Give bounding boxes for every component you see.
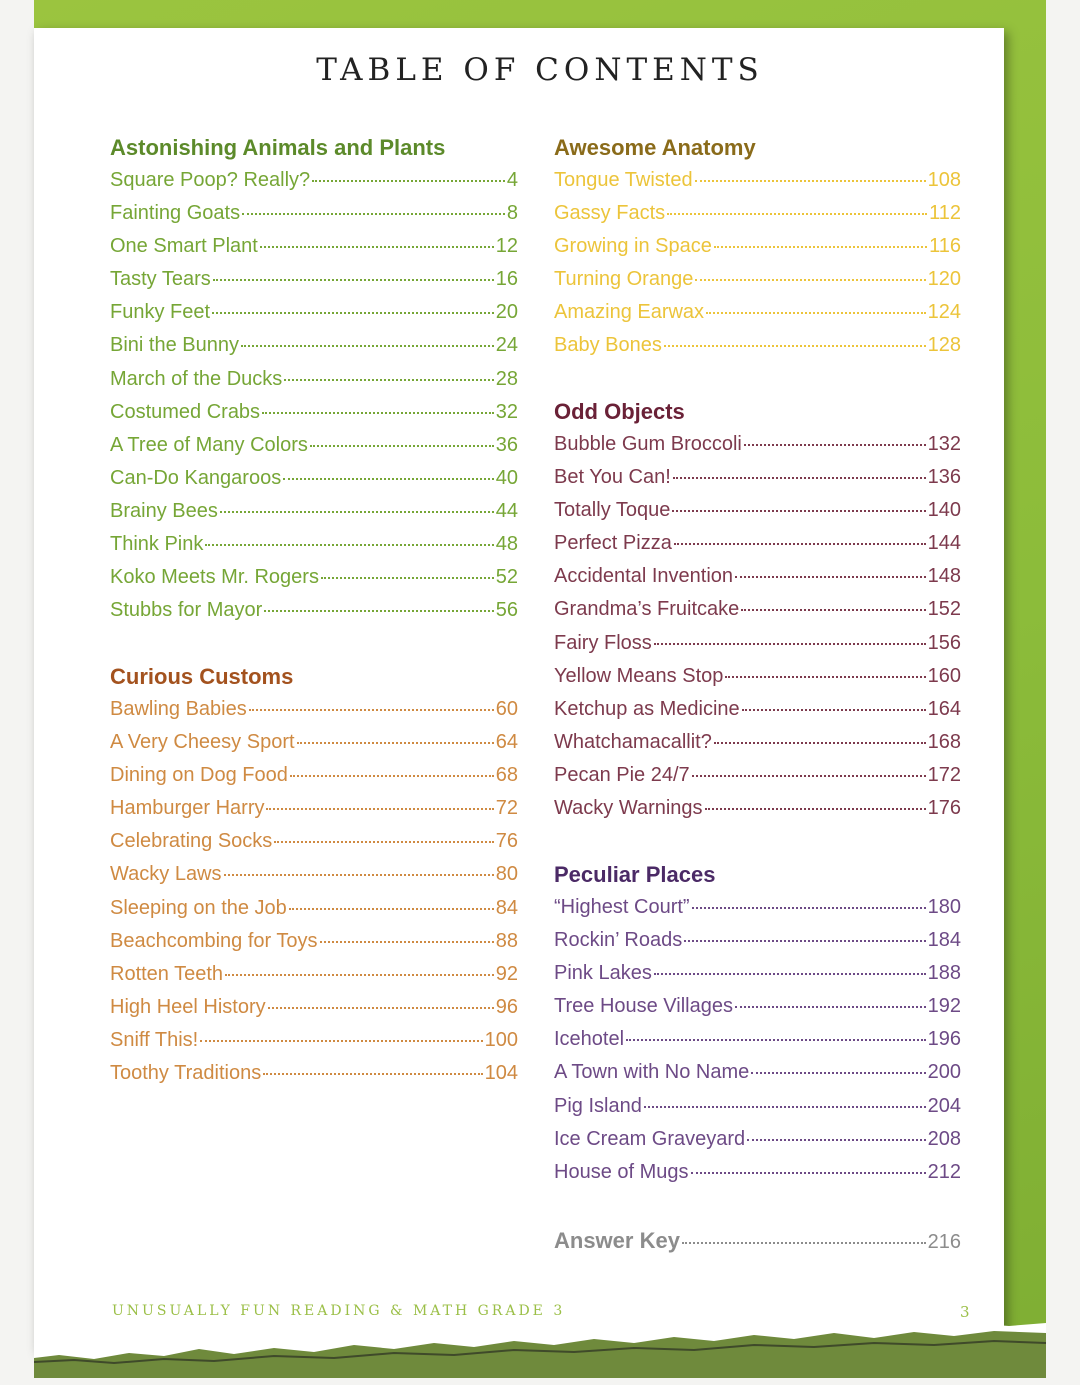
entry-title: Tree House Villages	[554, 995, 733, 1018]
toc-entry[interactable]	[554, 1123, 961, 1156]
dot-leader	[705, 808, 926, 810]
entry-title: Stubbs for Mayor	[110, 599, 263, 622]
entry-page-number: 52	[495, 566, 518, 589]
entry-page-number: 200	[927, 1061, 961, 1084]
toc-entry[interactable]	[110, 825, 518, 858]
dot-leader	[744, 444, 926, 446]
dot-leader	[747, 1139, 925, 1141]
entry-page-number: 24	[495, 334, 518, 357]
entry-page-number: 44	[495, 499, 518, 522]
dot-leader	[692, 775, 926, 777]
entry-list	[554, 891, 961, 1189]
toc-entry[interactable]	[110, 1024, 518, 1057]
dot-leader	[297, 742, 494, 744]
entry-title: Pink Lakes	[554, 962, 652, 985]
entry-title: One Smart Plant	[110, 235, 258, 258]
entry-title: Accidental Invention	[554, 565, 734, 588]
section-places	[554, 858, 961, 1189]
entry-title: Bawling Babies	[110, 698, 247, 720]
entry-title: Beachcombing for Toys	[110, 929, 318, 952]
entry-page-number: 40	[495, 466, 518, 489]
entry-title: A Town with No Name	[554, 1061, 750, 1084]
toc-entry[interactable]	[110, 561, 518, 594]
toc-entry[interactable]	[110, 693, 518, 726]
entry-title: Grandma’s Fruitcake	[554, 598, 740, 621]
toc-entry[interactable]	[110, 1057, 518, 1090]
entry-title: Fainting Goats	[110, 202, 241, 225]
entry-title: Ketchup as Medicine	[554, 697, 740, 720]
entry-title: Brainy Bees	[110, 499, 218, 522]
entry-page-number: 156	[927, 631, 961, 654]
entry-title: Amazing Earwax	[554, 301, 705, 324]
entry-title: March of the Ducks	[110, 367, 283, 390]
entry-list	[110, 164, 518, 627]
dot-leader	[725, 676, 925, 678]
entry-page-number: 120	[927, 268, 961, 291]
dot-leader	[751, 1072, 925, 1074]
toc-entry[interactable]	[554, 792, 961, 825]
section-title: Odd Objects	[554, 399, 685, 424]
toc-entry[interactable]	[110, 230, 518, 263]
entry-title: Tongue Twisted	[554, 169, 693, 191]
entry-title: Wacky Warnings	[554, 797, 703, 820]
toc-entry[interactable]	[554, 593, 961, 626]
entry-list	[554, 164, 961, 363]
section-anatomy	[554, 131, 961, 363]
entry-page-number: 92	[495, 962, 518, 985]
entry-page-number: 160	[927, 664, 961, 687]
toc-entry[interactable]	[554, 230, 961, 263]
entry-title: House of Mugs	[554, 1160, 689, 1183]
dot-leader	[241, 345, 494, 347]
dot-leader	[673, 477, 926, 479]
entry-page-number: 4	[506, 169, 518, 191]
section-title: Astonishing Animals and Plants	[110, 135, 446, 160]
dot-leader	[263, 1073, 482, 1075]
entry-list	[110, 693, 518, 1090]
entry-page-number: 136	[927, 466, 961, 489]
dot-leader	[312, 180, 505, 182]
entry-title: Square Poop? Really?	[110, 169, 311, 191]
entry-title: Ice Cream Graveyard	[554, 1127, 746, 1150]
entry-title: Baby Bones	[554, 334, 662, 357]
dot-leader	[672, 510, 925, 512]
dot-leader	[714, 742, 926, 744]
dot-leader	[284, 379, 493, 381]
entry-title: Bubble Gum Broccoli	[554, 433, 742, 455]
toc-entry[interactable]	[554, 329, 961, 362]
dot-leader	[205, 544, 493, 546]
toc-entry[interactable]	[110, 396, 518, 429]
entry-title: Sleeping on the Job	[110, 896, 287, 919]
section-animals	[110, 131, 518, 627]
dot-leader	[742, 709, 926, 711]
toc-entry[interactable]	[554, 263, 961, 296]
entry-page-number: 188	[927, 962, 961, 985]
entry-page-number: 60	[495, 698, 518, 720]
entry-title: Think Pink	[110, 533, 204, 556]
toc-entry[interactable]	[554, 197, 961, 230]
dot-leader	[266, 808, 493, 810]
entry-title: Growing in Space	[554, 235, 712, 258]
toc-entry[interactable]	[110, 164, 518, 197]
dot-leader	[654, 973, 926, 975]
entry-title: Wacky Laws	[110, 863, 222, 886]
entry-title: Celebrating Socks	[110, 830, 273, 853]
dot-leader	[695, 180, 926, 182]
entry-page-number: 124	[927, 301, 961, 324]
dot-leader	[264, 610, 493, 612]
entry-page-number: 140	[927, 499, 961, 522]
torn-paper-edge	[34, 1318, 1046, 1378]
entry-page-number: 132	[927, 433, 961, 455]
entry-page-number: 128	[927, 334, 961, 357]
section-title: Awesome Anatomy	[554, 135, 756, 160]
entry-page-number: 148	[927, 565, 961, 588]
toc-entry[interactable]	[110, 363, 518, 396]
toc-entry[interactable]	[554, 1023, 961, 1056]
dot-leader	[274, 841, 493, 843]
dot-leader	[213, 279, 494, 281]
toc-entry[interactable]	[554, 428, 961, 461]
toc-entry[interactable]	[110, 429, 518, 462]
entry-title: Costumed Crabs	[110, 400, 261, 423]
entry-page-number: 164	[927, 697, 961, 720]
entry-page-number: 196	[927, 1028, 961, 1051]
toc-entry[interactable]	[554, 164, 961, 197]
entry-page-number: 8	[506, 202, 518, 225]
entry-title: Pecan Pie 24/7	[554, 763, 690, 786]
entry-title: Rockin’ Roads	[554, 929, 683, 952]
toc-entry[interactable]	[554, 693, 961, 726]
entry-page-number: 80	[495, 863, 518, 886]
footer-page-number: 3	[960, 1303, 970, 1321]
entry-page-number: 16	[495, 268, 518, 291]
answer-key-page: 216	[927, 1231, 961, 1253]
entry-page-number: 12	[495, 235, 518, 258]
dot-leader	[714, 246, 927, 248]
toc-entry[interactable]	[554, 891, 961, 924]
entry-page-number: 100	[484, 1028, 518, 1051]
toc-entry[interactable]	[110, 759, 518, 792]
entry-page-number: 72	[495, 797, 518, 820]
entry-title: Funky Feet	[110, 301, 211, 324]
entry-title: Bini the Bunny	[110, 334, 239, 357]
section-objects	[554, 395, 961, 825]
dot-leader	[692, 907, 926, 909]
answer-key-title: Answer Key	[554, 1228, 680, 1253]
toc-entry[interactable]	[110, 594, 518, 627]
dot-leader	[321, 577, 494, 579]
entry-title: “Highest Court”	[554, 896, 690, 918]
entry-title: Rotten Teeth	[110, 962, 224, 985]
entry-page-number: 172	[927, 763, 961, 786]
entry-page-number: 208	[927, 1127, 961, 1150]
toc-entry[interactable]	[554, 759, 961, 792]
entry-page-number: 204	[927, 1094, 961, 1117]
toc-entry[interactable]	[110, 528, 518, 561]
dot-leader	[741, 609, 925, 611]
entry-page-number: 144	[927, 532, 961, 555]
toc-entry[interactable]	[554, 726, 961, 759]
toc-entry[interactable]	[554, 560, 961, 593]
entry-title: Totally Toque	[554, 499, 671, 522]
dot-leader	[664, 345, 926, 347]
entry-title: Icehotel	[554, 1028, 625, 1051]
dot-leader	[654, 643, 926, 645]
toc-entry[interactable]	[554, 924, 961, 957]
toc-entry[interactable]	[554, 527, 961, 560]
dot-leader	[682, 1242, 926, 1244]
dot-leader	[268, 1007, 494, 1009]
dot-leader	[200, 1040, 482, 1042]
dot-leader	[684, 940, 925, 942]
entry-page-number: 152	[927, 598, 961, 621]
entry-page-number: 184	[927, 929, 961, 952]
dot-leader	[706, 312, 926, 314]
entry-page-number: 192	[927, 995, 961, 1018]
toc-entry[interactable]	[110, 726, 518, 759]
entry-page-number: 68	[495, 764, 518, 787]
entry-page-number: 32	[495, 400, 518, 423]
dot-leader	[220, 511, 494, 513]
dot-leader	[695, 279, 925, 281]
footer-book-title: UNUSUALLY FUN READING & MATH GRADE 3	[112, 1303, 566, 1319]
toc-entry[interactable]	[110, 296, 518, 329]
toc-entry[interactable]	[110, 991, 518, 1024]
dot-leader	[212, 312, 494, 314]
entry-page-number: 48	[495, 533, 518, 556]
dot-leader	[735, 576, 926, 578]
toc-entry[interactable]	[554, 957, 961, 990]
dot-leader	[644, 1106, 926, 1108]
toc-entry[interactable]	[110, 197, 518, 230]
toc-entry[interactable]	[554, 990, 961, 1023]
entry-title: Perfect Pizza	[554, 532, 672, 555]
entry-title: Can-Do Kangaroos	[110, 466, 282, 489]
dot-leader	[283, 478, 494, 480]
entry-title: Tasty Tears	[110, 268, 211, 291]
dot-leader	[289, 908, 494, 910]
page-title: TABLE OF CONTENTS	[316, 52, 764, 88]
toc-entry[interactable]	[110, 958, 518, 991]
section-title: Peculiar Places	[554, 862, 716, 887]
dot-leader	[290, 775, 494, 777]
toc-entry[interactable]	[554, 296, 961, 329]
dot-leader	[224, 874, 494, 876]
entry-page-number: 56	[495, 599, 518, 622]
dot-leader	[249, 709, 494, 711]
entry-page-number: 116	[929, 235, 961, 258]
entry-title: Fairy Floss	[554, 631, 652, 654]
entry-title: Sniff This!	[110, 1028, 199, 1051]
dot-leader	[674, 543, 926, 545]
entry-title: Koko Meets Mr. Rogers	[110, 566, 319, 589]
toc-entry[interactable]	[110, 329, 518, 362]
entry-title: A Tree of Many Colors	[110, 433, 308, 456]
entry-title: High Heel History	[110, 995, 266, 1018]
entry-page-number: 112	[929, 202, 961, 225]
toc-entry[interactable]	[110, 892, 518, 925]
toc-entry[interactable]	[554, 1056, 961, 1089]
entry-page-number: 36	[495, 433, 518, 456]
entry-page-number: 64	[495, 731, 518, 754]
entry-title: Pig Island	[554, 1094, 642, 1117]
answer-key-entry[interactable]	[554, 1224, 961, 1257]
entry-page-number: 212	[927, 1160, 961, 1183]
entry-title: Dining on Dog Food	[110, 764, 288, 787]
entry-title: Toothy Traditions	[110, 1062, 262, 1085]
entry-list	[554, 428, 961, 825]
dot-leader	[242, 213, 505, 215]
toc-entry[interactable]	[110, 792, 518, 825]
toc-entry[interactable]	[110, 495, 518, 528]
entry-title: Yellow Means Stop	[554, 664, 724, 687]
entry-page-number: 76	[495, 830, 518, 853]
dot-leader	[225, 974, 494, 976]
entry-title: Gassy Facts	[554, 202, 666, 225]
entry-page-number: 96	[495, 995, 518, 1018]
entry-title: Hamburger Harry	[110, 797, 265, 820]
section-title: Curious Customs	[110, 664, 294, 689]
dot-leader	[262, 412, 494, 414]
entry-page-number: 176	[927, 797, 961, 820]
toc-entry[interactable]	[554, 660, 961, 693]
entry-title: Turning Orange	[554, 268, 694, 291]
toc-entry[interactable]	[110, 462, 518, 495]
toc-entry[interactable]	[554, 1156, 961, 1189]
entry-page-number: 168	[927, 730, 961, 753]
entry-page-number: 20	[495, 301, 518, 324]
toc-entry[interactable]	[554, 627, 961, 660]
dot-leader	[667, 213, 927, 215]
entry-page-number: 104	[484, 1062, 518, 1085]
dot-leader	[320, 941, 494, 943]
entry-page-number: 84	[495, 896, 518, 919]
toc-entry[interactable]	[110, 263, 518, 296]
dot-leader	[735, 1006, 926, 1008]
dot-leader	[691, 1172, 926, 1174]
section-customs	[110, 660, 518, 1090]
entry-page-number: 88	[495, 929, 518, 952]
toc-entry[interactable]	[110, 925, 518, 958]
entry-page-number: 180	[927, 896, 961, 918]
toc-entry[interactable]	[110, 858, 518, 891]
dot-leader	[260, 246, 494, 248]
entry-title: Bet You Can!	[554, 466, 671, 489]
toc-entry[interactable]	[554, 461, 961, 494]
dot-leader	[626, 1039, 926, 1041]
toc-entry[interactable]	[554, 494, 961, 527]
entry-title: Whatchamacallit?	[554, 730, 712, 753]
entry-page-number: 108	[927, 169, 961, 191]
dot-leader	[310, 445, 494, 447]
entry-title: A Very Cheesy Sport	[110, 731, 295, 754]
entry-page-number: 28	[495, 367, 518, 390]
toc-entry[interactable]	[554, 1090, 961, 1123]
